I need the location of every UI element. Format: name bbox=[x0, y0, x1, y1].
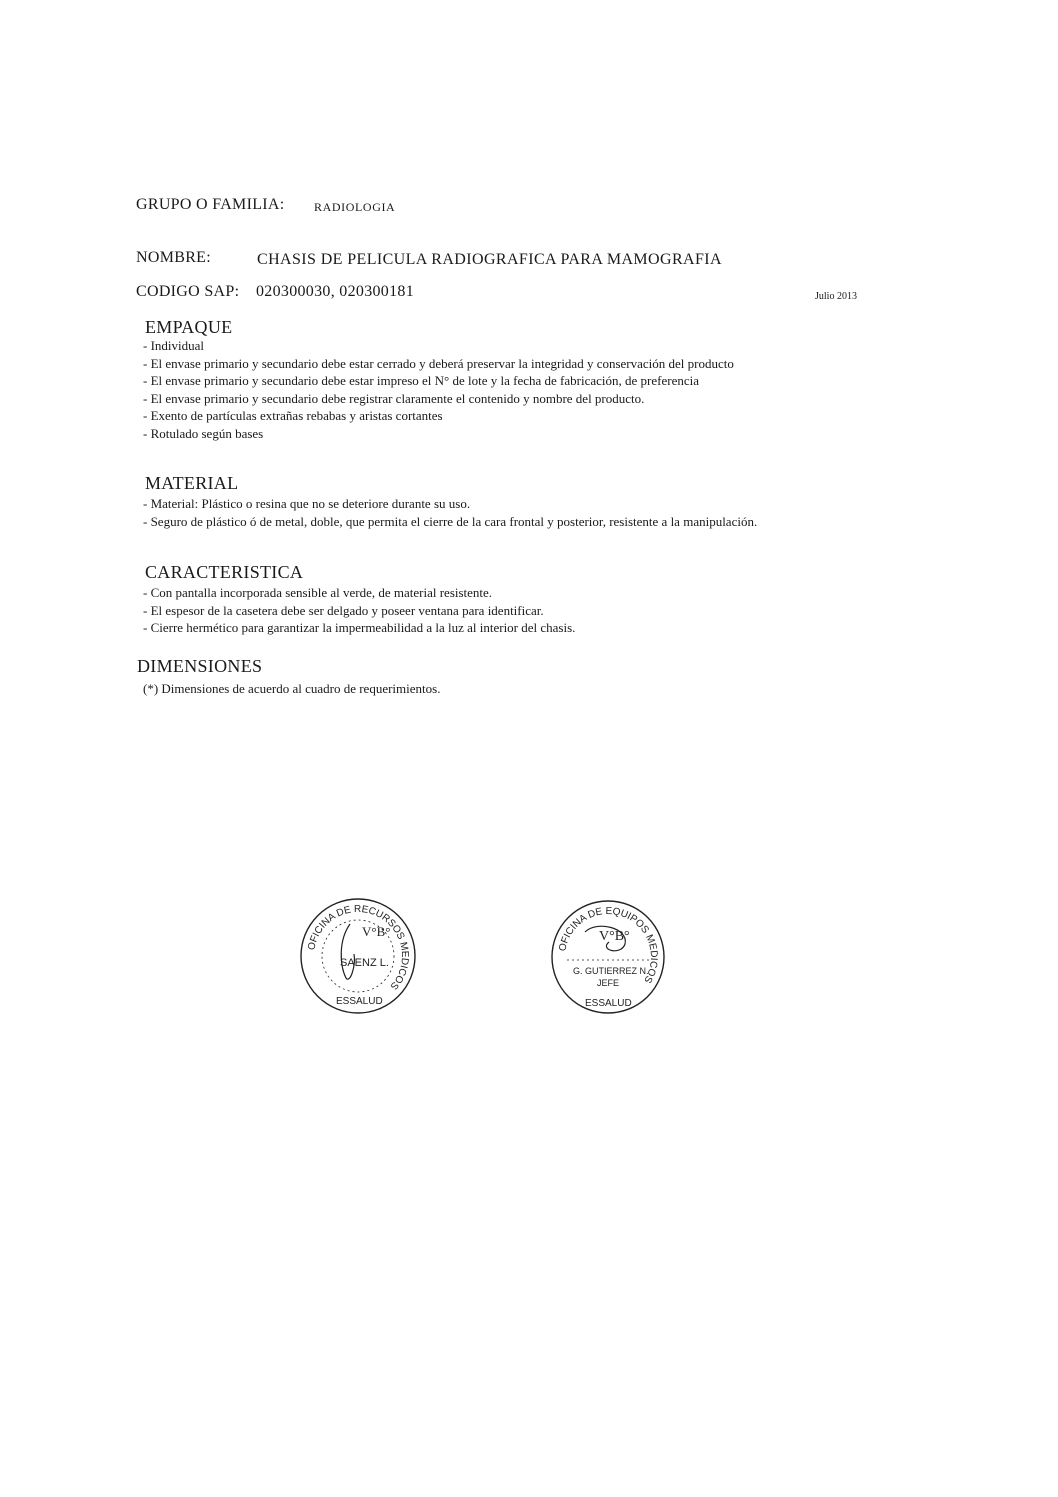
list-item: - El envase primario y secundario debe registrar claramente el contenido y nombre del producto. bbox=[143, 390, 645, 406]
list-item: - Con pantalla incorporada sensible al verde, de material resistente. bbox=[143, 585, 493, 600]
list-empaque bbox=[143, 337, 734, 442]
stamp-approval-mark: V°B° bbox=[362, 924, 391, 939]
stamp-name: G. GUTIERREZ N. bbox=[573, 966, 649, 976]
list-caracteristica bbox=[143, 584, 575, 637]
list-item: - Seguro de plástico ó de metal, doble, que permita el cierre de la cara frontal y posterior, resistente a la manipulación. bbox=[143, 513, 758, 529]
section-title-material: MATERIAL bbox=[145, 473, 239, 493]
list-item: - El envase primario y secundario debe estar impreso el N° de lote y la fecha de fabricación, de preferencia bbox=[143, 373, 699, 388]
codigo-value: 020300030, 020300181 bbox=[256, 283, 414, 300]
list-dimensiones bbox=[143, 680, 440, 698]
list-item: - Cierre hermético para garantizar la impermeabilidad a la luz al interior del chasis. bbox=[143, 620, 576, 635]
codigo-label: CODIGO SAP: bbox=[136, 283, 240, 300]
stamp-approval-mark: V°B° bbox=[599, 929, 630, 944]
list-material bbox=[143, 495, 757, 530]
stamp-bottom-text: ESSALUD bbox=[585, 998, 632, 1009]
seal-stamp-equipos-medicos bbox=[549, 898, 667, 1016]
section-title-caracteristica: CARACTERISTICA bbox=[145, 562, 304, 582]
list-item: (*) Dimensiones de acuerdo al cuadro de requerimientos. bbox=[143, 681, 441, 696]
section-title-dimensiones: DIMENSIONES bbox=[137, 656, 263, 676]
handwritten-signature bbox=[341, 924, 354, 979]
stamp-ring-text: OFICINA DE EQUIPOS MEDICOS bbox=[557, 905, 660, 985]
document-date: Julio 2013 bbox=[815, 291, 857, 302]
grupo-label: GRUPO O FAMILIA: bbox=[136, 196, 285, 213]
list-item: - El espesor de la casetera debe ser delgado y poseer ventana para identificar. bbox=[143, 602, 544, 618]
nombre-label: NOMBRE: bbox=[136, 249, 211, 266]
stamp-name: SAENZ L. bbox=[340, 957, 389, 969]
stamp-role: JEFE bbox=[597, 978, 620, 988]
stamp-bottom-text: ESSALUD bbox=[336, 996, 383, 1007]
list-item: - Material: Plástico o resina que no se deteriore durante su uso. bbox=[143, 496, 471, 511]
grupo-value: RADIOLOGIA bbox=[314, 200, 396, 214]
list-item: - Exento de partículas extrañas rebabas y aristas cortantes bbox=[143, 408, 443, 423]
section-title-empaque: EMPAQUE bbox=[145, 317, 233, 337]
seal-stamp-recursos-medicos bbox=[298, 896, 418, 1016]
nombre-value: CHASIS DE PELICULA RADIOGRAFICA PARA MAMOGRAFIA bbox=[257, 251, 722, 268]
list-item: - Rotulado según bases bbox=[143, 425, 264, 441]
list-item: - El envase primario y secundario debe estar cerrado y deberá preservar la integridad y conservación del producto bbox=[143, 355, 734, 371]
list-item: - Individual bbox=[143, 338, 205, 353]
stamp-ring-text: OFICINA DE RECURSOS MEDICOS bbox=[306, 903, 411, 992]
